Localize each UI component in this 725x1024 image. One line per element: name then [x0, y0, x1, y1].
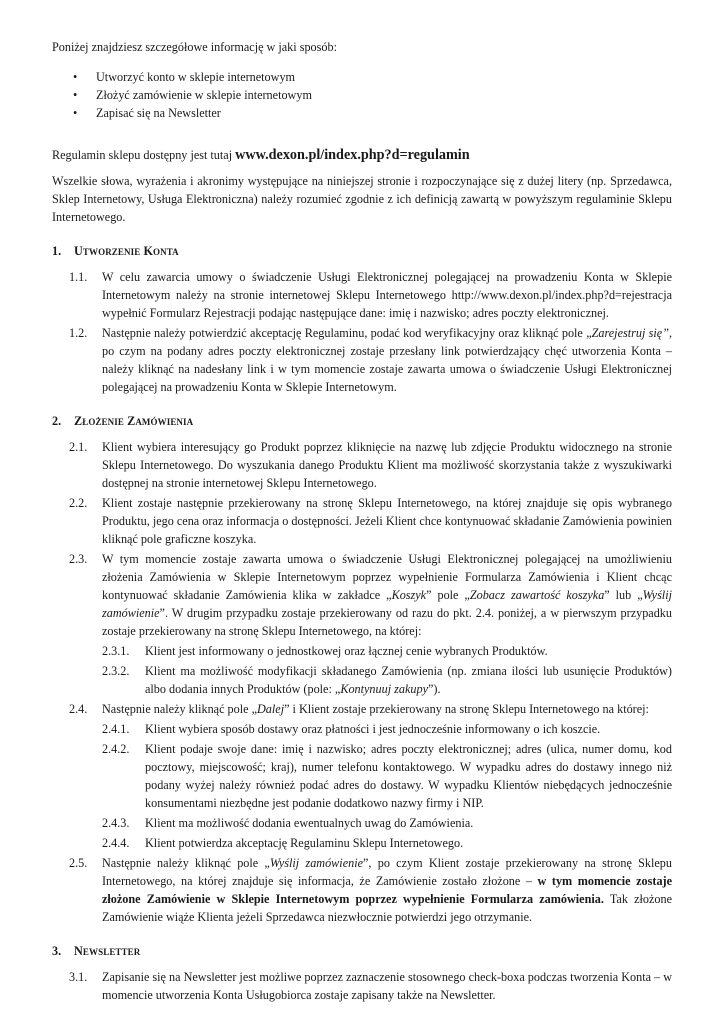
sub-item-number: 2.3.1.: [102, 644, 130, 658]
item-text: Klient zostaje następnie przekierowany na stronę Sklepu Internetowego, na której znajduje się opis wybranego Produktu, jego cena oraz informacja o dostępności. Jeżeli Klient chce kontynuować składanie Zamówienia powinien kliknąć pole graficzne koszyka.: [102, 496, 672, 546]
emphasis-cart: Koszyk: [391, 588, 427, 602]
bold-order-placed: w tym momencie zostaje złożone Zamówienie w Sklepie Internetowym poprzez wypełnienie Formularza zamówienia.: [102, 874, 673, 906]
section-heading-3: [52, 942, 672, 960]
sub-item: [102, 740, 672, 812]
item-number: 2.4.: [69, 702, 88, 716]
regulations-line: [52, 146, 672, 164]
sub-item: [102, 834, 672, 852]
list-item: [52, 968, 672, 1004]
emphasis-send-order: Wyślij zamówienie: [269, 856, 363, 870]
bullet-item: • Zapisać się na Newsletter: [73, 104, 672, 122]
sub-item-text: Klient wybiera sposób dostawy oraz płatności i jest jednocześnie informowany o ich koszcie.: [145, 722, 601, 736]
sub-item: [102, 662, 672, 698]
list-item: [52, 438, 672, 492]
section-number: 3.: [52, 944, 62, 958]
item-text: Następnie należy potwierdzić akceptację Regulaminu, podać kod weryfikacyjny oraz kliknąć pole „Zarejestruj się”, po czym na podany adres poczty elektronicznej zostaje przesłany link potwierdzający chęć utworzenia Konta – należy kliknąć na nadesłany link i w tym momencie zostaje zawarta umowa o świadczenie Usługi Elektronicznej polegającej na prowadzeniu Konta w Sklepie Internetowym.: [102, 326, 673, 394]
list-item: [52, 494, 672, 548]
definitions-paragraph: Wszelkie słowa, wyrażenia i akronimy występujące na niniejszej stronie i rozpoczynające się z dużej litery (np. Sprzedawca, Sklep Internetowy, Usługa Elektroniczna) należy rozumieć zgodnie z ich definicją zawartą w powyższym regulaminie Sklepu Internetowego.: [52, 174, 672, 224]
item-number: 1.1.: [69, 270, 88, 284]
list-item: [52, 268, 672, 322]
item-text: Następnie należy kliknąć pole „Dalej” i Klient zostaje przekierowany na stronę Sklepu Internetowego na której:: [102, 702, 649, 716]
item-number: 2.1.: [69, 440, 88, 454]
sub-item-text: Klient potwierdza akceptację Regulaminu Sklepu Internetowego.: [145, 836, 464, 850]
emphasis-send-order: Wyślij zamówienie: [102, 588, 672, 620]
section-heading-1: [52, 242, 672, 260]
item-number: 2.2.: [69, 496, 88, 510]
section-title: Newsletter: [74, 944, 141, 958]
item-number: 1.2.: [69, 326, 88, 340]
sub-item-text: Klient jest informowany o jednostkowej oraz łącznej cenie wybranych Produktów.: [145, 644, 548, 658]
section-heading-2: [52, 412, 672, 430]
sub-item: [102, 642, 672, 660]
sub-item-text: Klient podaje swoje dane: imię i nazwisko; adres poczty elektronicznej; adres (ulica, numer domu, kod pocztowy, miejscowość; kraj), numer telefonu kontaktowego. W wypadku adres do dostawy innego niż podany wyżej należy również podać adres do dostawy. W wypadku Klientów niebędących jednocześnie konsumentami niezbędne jest podanie dodatkowo nazwy firmy i NIP.: [145, 742, 672, 810]
sub-item-number: 2.4.2.: [102, 742, 130, 756]
sub-item-number: 2.3.2.: [102, 664, 130, 678]
bullet-list: [52, 68, 672, 122]
item-text: Klient wybiera interesujący go Produkt poprzez kliknięcie na nazwę lub zdjęcie Produktu widocznego na stronie Sklepu Internetowego. Do wyszukania danego Produktu Klient ma możliwość skorzystania także z wyszukiwarki dostępnej na stronie internetowej Sklepu Internetowego.: [102, 440, 672, 490]
emphasis-next: Dalej: [257, 702, 285, 716]
item-number: 2.3.: [69, 552, 88, 566]
item-text: Zapisanie się na Newsletter jest możliwe poprzez zaznaczenie stosownego check-boxa podczas tworzenia Konta – w momencie utworzenia Konta Usługobiorca zostaje zapisany także na Newsletter.: [102, 970, 672, 1002]
section-title: Złożenie Zamówienia: [74, 414, 194, 428]
item-text: Następnie należy kliknąć pole „Wyślij zamówienie”, po czym Klient zostaje przekierowany na stronę Sklepu Internetowego, na której znajduje się informacja, że Zamówienie zostało złożone – w tym momencie zostaje złożone Zamówienie w Sklepie Internetowym poprzez wypełnienie Formularza zamówienia. Tak złożone Zamówienie wiąże Klienta jeżeli Sprzedawca niezwłocznie potwierdzi jego otrzymanie.: [102, 856, 673, 924]
regulations-link[interactable]: www.dexon.pl/index.php?d=regulamin: [235, 147, 470, 163]
item-text: W celu zawarcia umowy o świadczenie Usługi Elektronicznej polegającej na prowadzeniu Konta w Sklepie Internetowym należy na stronie internetowej Sklepu Internetowego http://www.dexon.pl/index.php?d=rejestracja wypełnić Formularz Rejestracji podając następujące dane: imię i nazwisko; adres poczty elektronicznej.: [102, 270, 672, 320]
section-number: 1.: [52, 244, 62, 258]
list-item: [52, 550, 672, 640]
bullet-item: • Złożyć zamówienie w sklepie internetowym: [73, 86, 672, 104]
list-item: [52, 854, 672, 926]
sub-item-text: Klient ma możliwość modyfikacji składanego Zamówienia (np. zmiana ilości lub usunięcie Produktów) albo dodania innych Produktów (pole: „Kontynuuj zakupy”).: [145, 664, 672, 696]
sub-item-number: 2.4.1.: [102, 722, 130, 736]
list-item: [52, 324, 672, 396]
sub-item-text: Klient ma możliwość dodania ewentualnych uwag do Zamówienia.: [145, 816, 474, 830]
item-number: 2.5.: [69, 856, 88, 870]
intro-paragraph: Poniżej znajdziesz szczegółowe informację w jaki sposób:: [52, 40, 337, 54]
document-page: [52, 38, 672, 1006]
section-title: Utworzenie Konta: [74, 244, 179, 258]
sub-item: [102, 814, 672, 832]
item-text: W tym momencie zostaje zawarta umowa o świadczenie Usługi Elektronicznej polegającej na umożliwieniu złożenia Zamówienia w Sklepie Internetowym poprzez wypełnienie Formularza Zamówienia i Klient chcąc kontynuować składanie Zamówienia klika w zakładce „Koszyk” pole „Zobacz zawartość koszyka” lub „Wyślij zamówienie”. W drugim przypadku zostaje przekierowany od razu do pkt. 2.4. poniżej, a w pierwszym przypadku zostaje przekierowany na stronę Sklepu Internetowego, na której:: [102, 552, 672, 638]
sub-item-number: 2.4.4.: [102, 836, 130, 850]
emphasis-register: Zarejestruj się: [591, 326, 663, 340]
emphasis-view-cart: Zobacz zawartość koszyka: [469, 588, 605, 602]
emphasis-continue-shopping: Kontynuuj zakupy: [340, 682, 428, 696]
section-number: 2.: [52, 414, 62, 428]
item-number: 3.1.: [69, 970, 88, 984]
regulations-prefix: Regulamin sklepu dostępny jest tutaj: [52, 148, 233, 162]
sub-item: [102, 720, 672, 738]
sub-item-number: 2.4.3.: [102, 816, 130, 830]
list-item: [52, 700, 672, 718]
bullet-item: • Utworzyć konto w sklepie internetowym: [73, 68, 672, 86]
